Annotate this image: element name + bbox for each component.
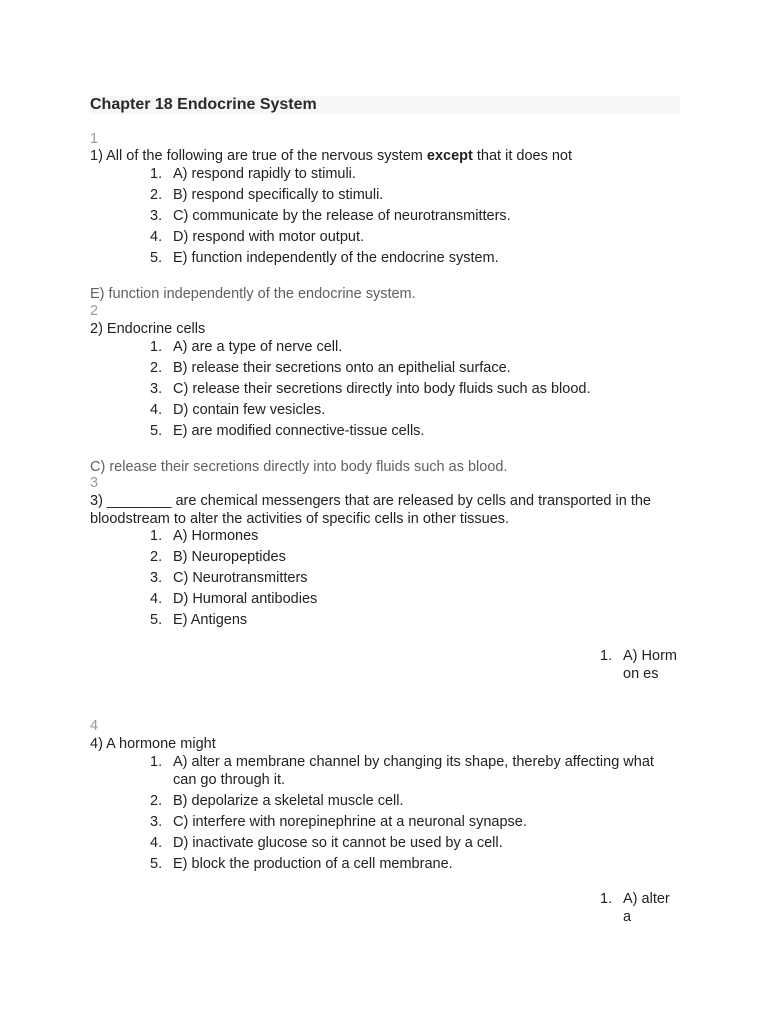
option-item [90, 186, 680, 204]
option-text: B) Neuropeptides [173, 549, 286, 565]
options-list [90, 527, 680, 632]
option-text: D) inactivate glucose so it cannot be used by a cell. [173, 835, 503, 851]
option-item [90, 792, 680, 810]
option-number: 5. [150, 612, 163, 628]
question-stem [90, 147, 680, 165]
question-number: 4 [90, 718, 99, 734]
option-item [90, 422, 680, 440]
option-item [90, 338, 680, 356]
question-stem: 2) Endocrine cells [90, 321, 206, 337]
option-item [90, 855, 680, 873]
side-answer-number: 1. [600, 648, 613, 664]
option-text: B) respond specifically to stimuli. [173, 187, 384, 203]
option-text: C) Neurotransmitters [173, 570, 308, 586]
option-item [90, 165, 680, 183]
option-text: A) Hormones [173, 528, 259, 544]
option-number: 3. [150, 381, 163, 397]
option-number: 4. [150, 835, 163, 851]
option-number: 3. [150, 208, 163, 224]
option-number: 3. [150, 570, 163, 586]
option-item [90, 813, 680, 831]
question-number: 3 [90, 475, 99, 491]
option-number: 1. [150, 339, 163, 355]
option-number: 5. [150, 423, 163, 439]
option-text: A) are a type of nerve cell. [173, 339, 343, 355]
options-list [90, 338, 680, 443]
question-number: 1 [90, 131, 99, 147]
question-number: 2 [90, 303, 99, 319]
option-text: C) interfere with norepinephrine at a neuronal synapse. [173, 814, 527, 830]
option-text: D) contain few vesicles. [173, 402, 326, 418]
option-text: D) respond with motor output. [173, 229, 365, 245]
option-item [90, 359, 680, 377]
side-answer-text: A) alter a [623, 891, 670, 925]
question-stem: 3) ________ are chemical messengers that are released by cells and transported in the bloodstream to alter the activities of specific cells in other tissues. [90, 493, 651, 527]
option-number: 2. [150, 793, 163, 809]
option-item [90, 207, 680, 225]
stem-text: that it does not [472, 148, 573, 164]
options-list [90, 753, 680, 876]
side-answer-number: 1. [600, 891, 613, 907]
side-answer-text: A) Hormon es [623, 648, 677, 682]
option-item [90, 228, 680, 246]
option-number: 2. [150, 360, 163, 376]
option-number: 1. [150, 528, 163, 544]
option-text: B) release their secretions onto an epithelial surface. [173, 360, 511, 376]
option-number: 1. [150, 754, 163, 770]
option-item [90, 548, 680, 566]
option-item [90, 753, 680, 789]
option-number: 3. [150, 814, 163, 830]
option-number: 4. [150, 402, 163, 418]
answer-text: E) function independently of the endocrine system. [90, 286, 416, 302]
option-item [90, 611, 680, 629]
option-item [90, 527, 680, 545]
document-title: Chapter 18 Endocrine System [90, 96, 317, 113]
option-text: E) function independently of the endocrine system. [173, 250, 499, 266]
option-text: A) alter a membrane channel by changing its shape, thereby affecting what can go through it. [173, 754, 654, 788]
option-text: E) are modified connective-tissue cells. [173, 423, 425, 439]
option-number: 2. [150, 549, 163, 565]
answer-text: C) release their secretions directly into body fluids such as blood. [90, 459, 508, 475]
option-number: 4. [150, 591, 163, 607]
option-text: C) release their secretions directly into body fluids such as blood. [173, 381, 591, 397]
option-item [90, 401, 680, 419]
option-item [90, 590, 680, 608]
option-item [90, 569, 680, 587]
option-number: 2. [150, 187, 163, 203]
option-number: 4. [150, 229, 163, 245]
option-text: E) block the production of a cell membrane. [173, 856, 453, 872]
option-text: B) depolarize a skeletal muscle cell. [173, 793, 404, 809]
option-text: C) communicate by the release of neurotransmitters. [173, 208, 511, 224]
option-number: 5. [150, 856, 163, 872]
option-text: E) Antigens [173, 612, 248, 628]
option-text: D) Humoral antibodies [173, 591, 318, 607]
option-item [90, 380, 680, 398]
option-item [90, 249, 680, 267]
option-number: 5. [150, 250, 163, 266]
option-number: 1. [150, 166, 163, 182]
question-stem: 4) A hormone might [90, 736, 216, 752]
options-list [90, 165, 680, 270]
option-text: A) respond rapidly to stimuli. [173, 166, 356, 182]
option-item [90, 834, 680, 852]
stem-emphasis: except [426, 148, 473, 164]
stem-text: 1) All of the following are true of the nervous system [90, 148, 427, 164]
